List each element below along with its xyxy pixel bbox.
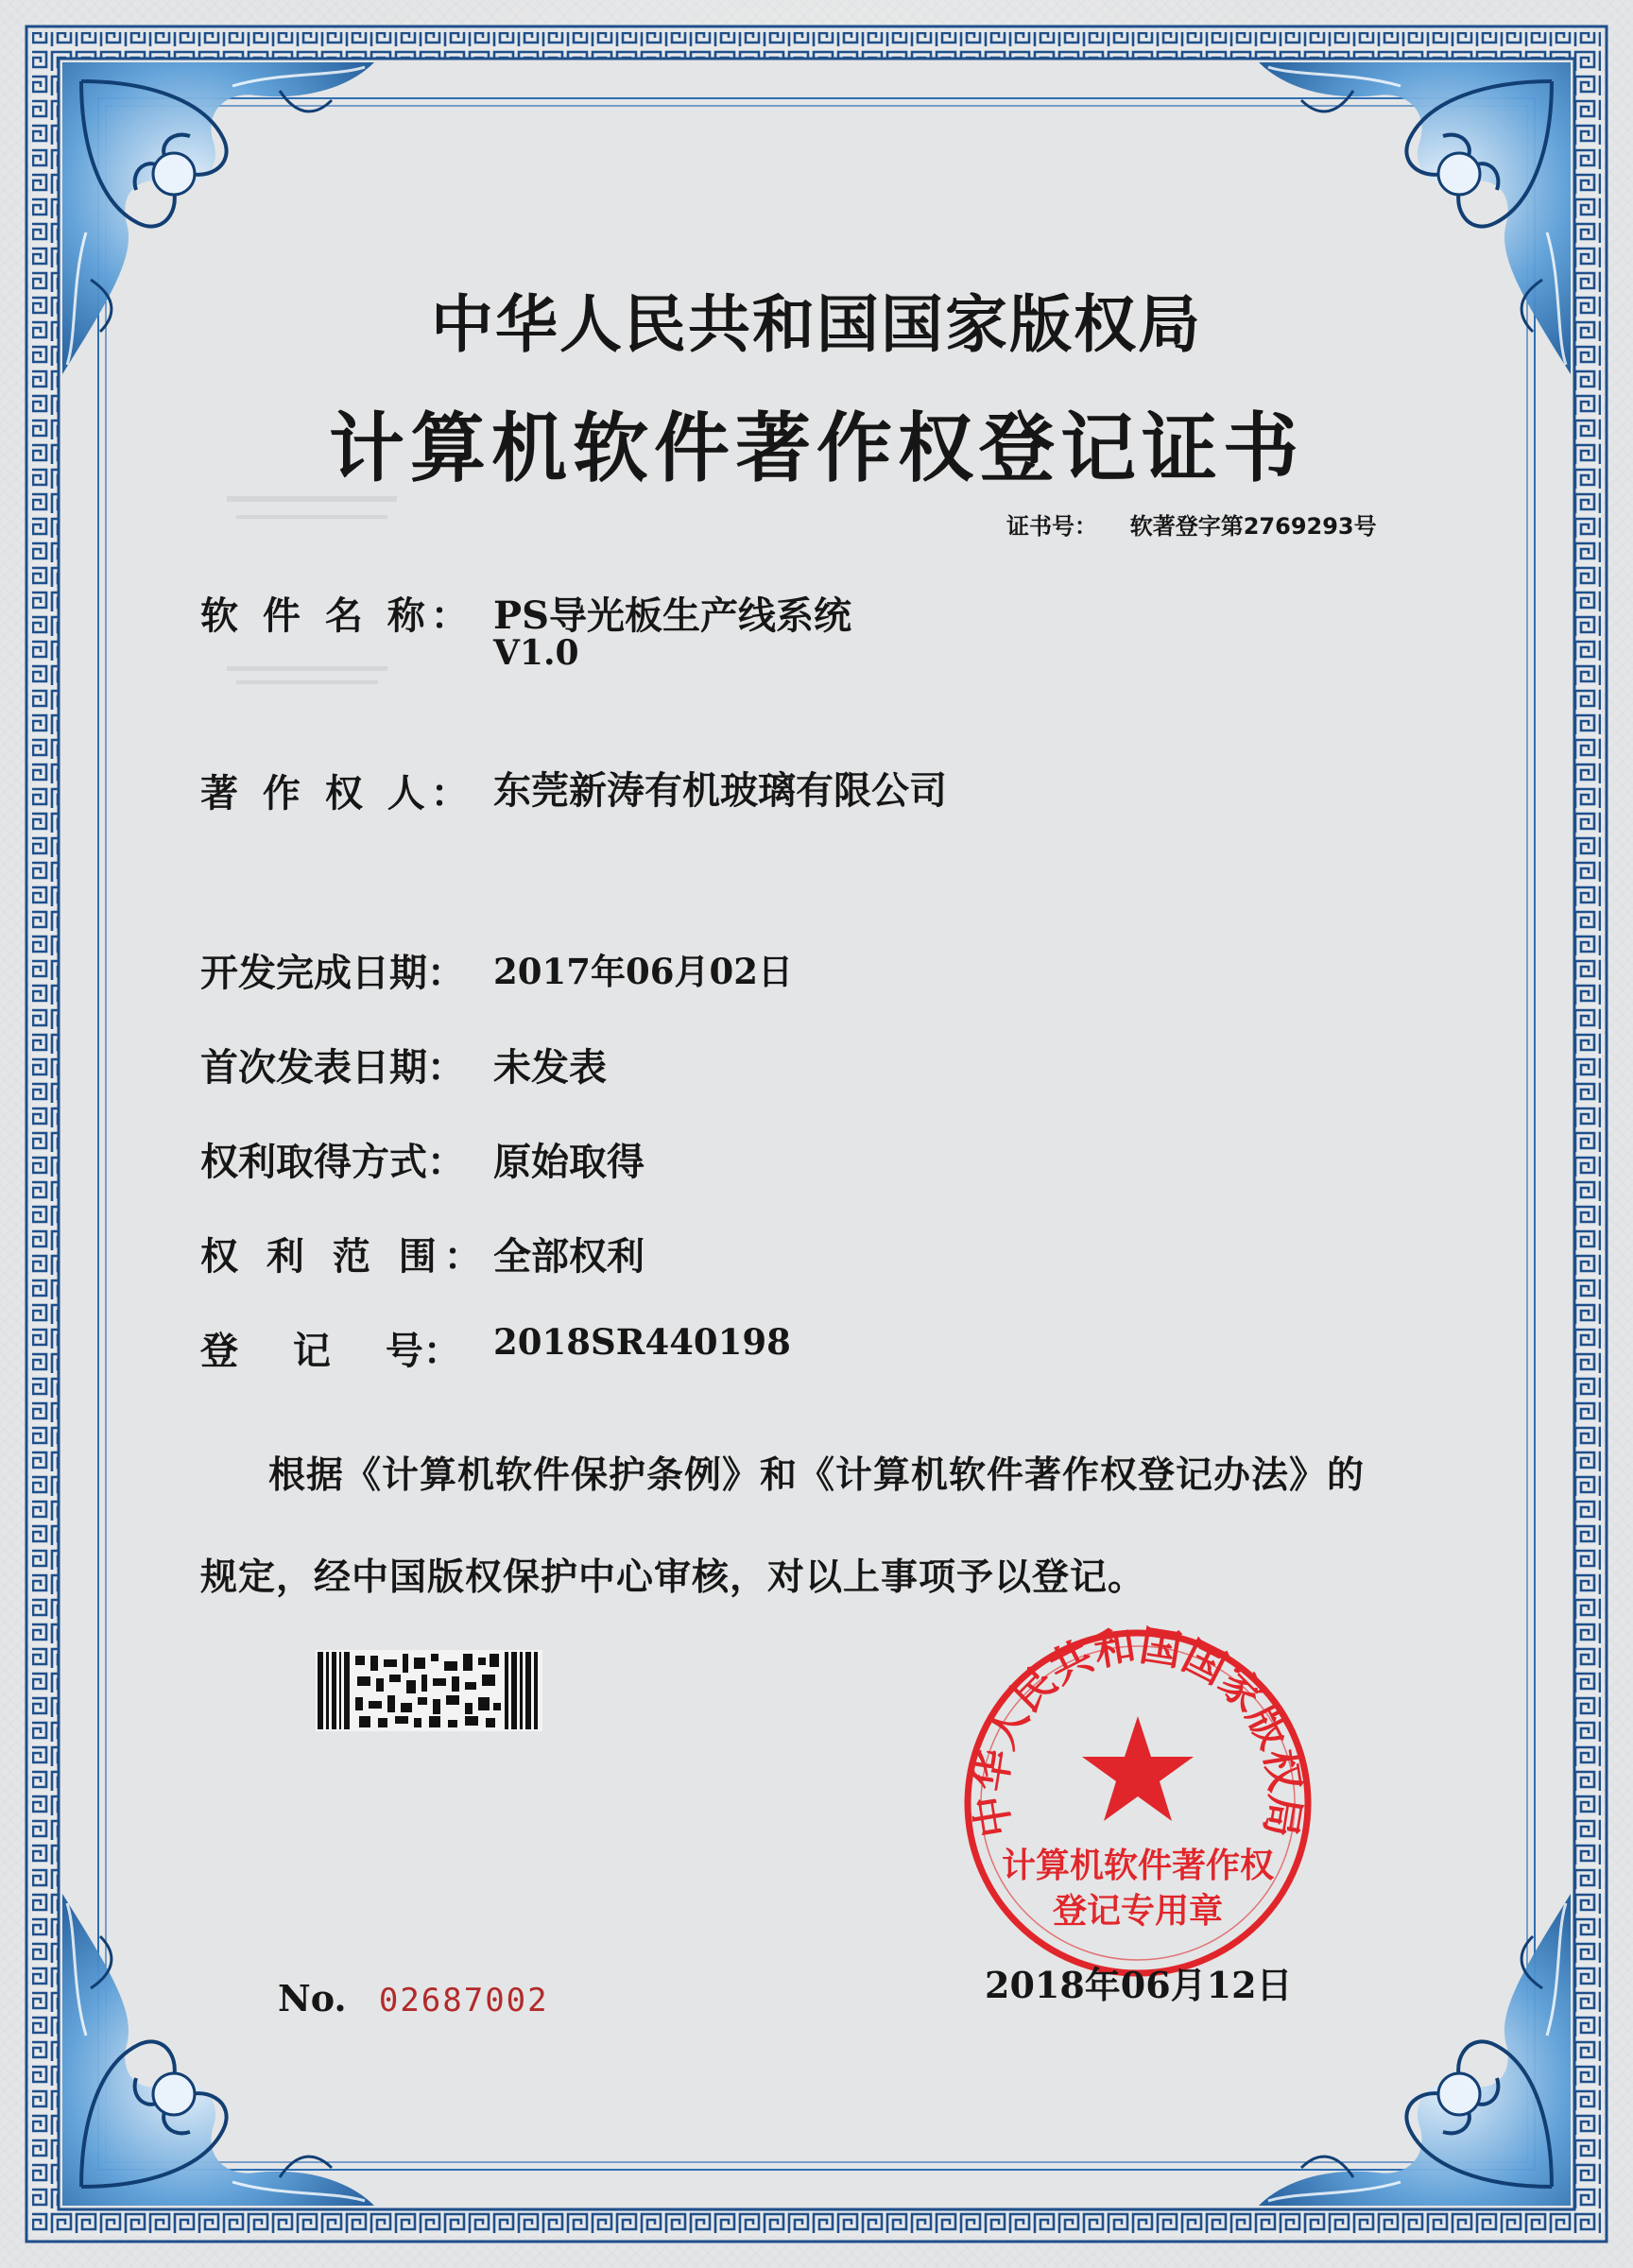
acquisition-method-label: 权利取得方式： [200, 1141, 465, 1184]
serial-number-line [278, 1977, 549, 2019]
acquisition-method-value: 原始取得 [493, 1140, 645, 1184]
certificate-title: 计算机软件著作权登记证书 [329, 404, 1304, 492]
first-publish-date-value: 未发表 [493, 1045, 607, 1090]
serial-number: 02687002 [378, 1982, 549, 2019]
serial-prefix: No. [278, 1977, 347, 2019]
rights-scope-label: 权 利 范 围： [200, 1235, 490, 1279]
barcode [316, 1650, 542, 1731]
seal-inner-line-2: 登记专用章 [1052, 1892, 1224, 1931]
registration-number-value: 2018SR440198 [493, 1321, 791, 1363]
rights-scope-value: 全部权利 [493, 1234, 645, 1279]
certificate-number: 软著登字第2769293号 [1129, 513, 1377, 540]
copyright-owner-value: 东莞新涛有机玻璃有限公司 [493, 768, 947, 813]
copyright-owner-label: 著 作 权 人： [200, 772, 474, 816]
registration-number-label: 登 记 号： [200, 1330, 461, 1373]
completion-date-label: 开发完成日期： [200, 952, 465, 995]
certificate-number-line [1006, 507, 1377, 541]
seal-inner-line-1: 计算机软件著作权 [1001, 1847, 1275, 1885]
issuing-authority: 中华人民共和国国家版权局 [431, 288, 1202, 361]
seal-outer-text: 中华人民共和国国家版权局 [966, 1624, 1310, 1841]
completion-date-value: 2017年06月02日 [493, 951, 793, 992]
seal-star-icon [1082, 1716, 1194, 1821]
issue-date: 2018年06月12日 [985, 1964, 1293, 2006]
software-name-label: 软 件 名 称： [200, 594, 474, 638]
first-publish-date-label: 首次发表日期： [200, 1046, 465, 1090]
software-name-value: PS导光板生产线系统 [493, 593, 851, 638]
certificate-number-label: 证书号： [1006, 513, 1097, 540]
statement-line-2: 规定，经中国版权保护中心审核，对以上事项予以登记。 [200, 1556, 1146, 1599]
software-version-value: V1.0 [493, 633, 579, 673]
official-seal [958, 1624, 1317, 1983]
statement-line-1: 根据《计算机软件保护条例》和《计算机软件著作权登记办法》的 [268, 1454, 1366, 1497]
